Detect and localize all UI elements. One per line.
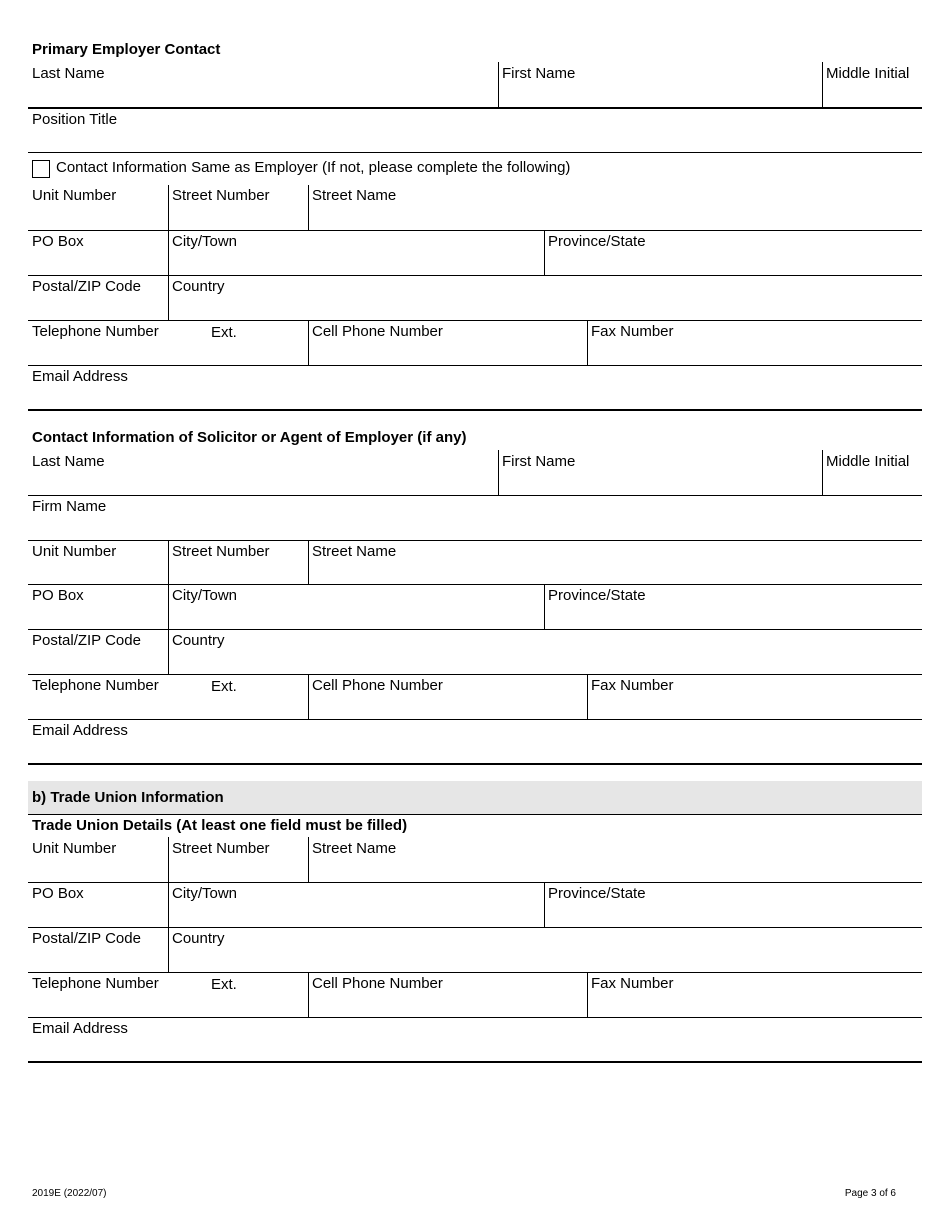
union-po-box-field[interactable] [28,883,168,927]
same-as-employer-checkbox[interactable] [32,160,50,178]
solicitor-country-label: Country [172,632,225,649]
union-street-name-label: Street Name [312,840,397,857]
divider [308,185,309,230]
solicitor-province-label: Province/State [548,587,646,604]
union-cell-label: Cell Phone Number [312,975,443,992]
union-country-label: Country [172,930,225,947]
primary-country-field[interactable] [168,276,922,320]
rule [28,152,922,153]
divider [168,630,169,674]
primary-unit-number-field[interactable] [28,185,168,230]
primary-email-field[interactable] [28,366,922,409]
divider [168,231,169,275]
rule [28,814,922,815]
primary-fax-label: Fax Number [591,323,674,340]
union-province-field[interactable] [544,883,922,927]
primary-street-number-label: Street Number [172,187,270,204]
divider [168,883,169,927]
primary-street-name-field[interactable] [308,185,922,230]
divider [544,585,545,629]
solicitor-firm-name-field[interactable] [28,496,922,540]
solicitor-middle-initial-field[interactable] [822,450,922,495]
solicitor-province-field[interactable] [544,585,922,629]
primary-street-number-field[interactable] [168,185,308,230]
solicitor-street-number-label: Street Number [172,543,270,560]
union-street-name-field[interactable] [308,837,922,882]
solicitor-first-name-label: First Name [502,453,576,470]
union-street-number-field[interactable] [168,837,308,882]
primary-position-title-field[interactable] [28,108,922,152]
solicitor-fax-label: Fax Number [591,677,674,694]
rule [28,409,922,411]
primary-telephone-label: Telephone Number [32,323,159,340]
union-country-field[interactable] [168,928,922,972]
divider [498,450,499,495]
divider [544,231,545,275]
primary-email-label: Email Address [32,368,128,385]
union-unit-number-field[interactable] [28,837,168,882]
primary-last-name-label: Last Name [32,65,105,82]
divider [822,450,823,495]
union-city-field[interactable] [168,883,544,927]
divider [822,62,823,107]
solicitor-street-number-field[interactable] [168,541,308,584]
solicitor-postal-label: Postal/ZIP Code [32,632,141,649]
divider [168,541,169,584]
divider [168,585,169,629]
union-fax-label: Fax Number [591,975,674,992]
primary-position-title-label: Position Title [32,111,118,128]
solicitor-fax-field[interactable] [587,675,922,719]
divider [168,837,169,882]
union-email-label: Email Address [32,1020,128,1037]
primary-last-name-field[interactable] [28,62,498,107]
solicitor-telephone-field[interactable] [28,675,208,719]
solicitor-first-name-field[interactable] [498,450,822,495]
primary-first-name-field[interactable] [498,62,822,107]
primary-ext-field[interactable] [208,321,308,365]
solicitor-middle-initial-label: Middle Initial [826,453,910,470]
primary-city-label: City/Town [172,233,238,250]
divider [498,62,499,107]
solicitor-unit-number-label: Unit Number [32,543,117,560]
union-ext-field[interactable] [208,973,308,1017]
union-ext-label: Ext. [211,976,237,993]
divider [168,185,169,230]
solicitor-heading: Contact Information of Solicitor or Agent of Employer (if any) [32,429,467,446]
union-fax-field[interactable] [587,973,922,1017]
primary-postal-label: Postal/ZIP Code [32,278,141,295]
divider [544,883,545,927]
primary-postal-field[interactable] [28,276,168,320]
primary-telephone-field[interactable] [28,321,208,365]
solicitor-ext-field[interactable] [208,675,308,719]
rule [28,763,922,765]
primary-po-box-field[interactable] [28,231,168,275]
union-postal-label: Postal/ZIP Code [32,930,141,947]
solicitor-postal-field[interactable] [28,630,168,674]
solicitor-last-name-field[interactable] [28,450,498,495]
primary-po-box-label: PO Box [32,233,84,250]
primary-city-field[interactable] [168,231,544,275]
divider [308,837,309,882]
union-telephone-label: Telephone Number [32,975,159,992]
divider [168,276,169,320]
rule [28,1061,922,1063]
union-po-box-label: PO Box [32,885,84,902]
solicitor-ext-label: Ext. [211,678,237,695]
union-city-label: City/Town [172,885,238,902]
divider [308,541,309,584]
primary-cell-field[interactable] [308,321,587,365]
divider [587,675,588,719]
union-province-label: Province/State [548,885,646,902]
same-as-employer-label: Contact Information Same as Employer (If not, please complete the following) [56,159,571,176]
divider [308,675,309,719]
trade-union-details-heading: Trade Union Details (At least one field must be filled) [32,817,408,834]
divider [168,928,169,972]
primary-fax-field[interactable] [587,321,922,365]
solicitor-telephone-label: Telephone Number [32,677,159,694]
solicitor-cell-label: Cell Phone Number [312,677,443,694]
divider [308,321,309,365]
primary-first-name-label: First Name [502,65,576,82]
divider [587,973,588,1017]
union-postal-field[interactable] [28,928,168,972]
primary-province-label: Province/State [548,233,646,250]
union-email-field[interactable] [28,1018,922,1061]
solicitor-email-field[interactable] [28,720,922,763]
primary-middle-initial-field[interactable] [822,62,922,107]
solicitor-unit-number-field[interactable] [28,541,168,584]
solicitor-city-label: City/Town [172,587,238,604]
solicitor-country-field[interactable] [168,630,922,674]
solicitor-firm-name-label: Firm Name [32,498,107,515]
primary-province-field[interactable] [544,231,922,275]
solicitor-street-name-label: Street Name [312,543,397,560]
form-id: 2019E (2022/07) [32,1188,107,1199]
trade-union-section-title: b) Trade Union Information [32,789,224,806]
union-cell-field[interactable] [308,973,587,1017]
primary-street-name-label: Street Name [312,187,397,204]
primary-ext-label: Ext. [211,324,237,341]
primary-unit-number-label: Unit Number [32,187,117,204]
solicitor-last-name-label: Last Name [32,453,105,470]
union-street-number-label: Street Number [172,840,270,857]
divider [587,321,588,365]
solicitor-email-label: Email Address [32,722,128,739]
page-number: Page 3 of 6 [844,1188,896,1199]
solicitor-street-name-field[interactable] [308,541,922,584]
primary-country-label: Country [172,278,225,295]
primary-middle-initial-label: Middle Initial [826,65,910,82]
primary-contact-heading: Primary Employer Contact [32,41,221,58]
solicitor-po-box-label: PO Box [32,587,84,604]
solicitor-po-box-field[interactable] [28,585,168,629]
solicitor-city-field[interactable] [168,585,544,629]
divider [308,973,309,1017]
primary-cell-label: Cell Phone Number [312,323,443,340]
union-telephone-field[interactable] [28,973,208,1017]
union-unit-number-label: Unit Number [32,840,117,857]
solicitor-cell-field[interactable] [308,675,587,719]
